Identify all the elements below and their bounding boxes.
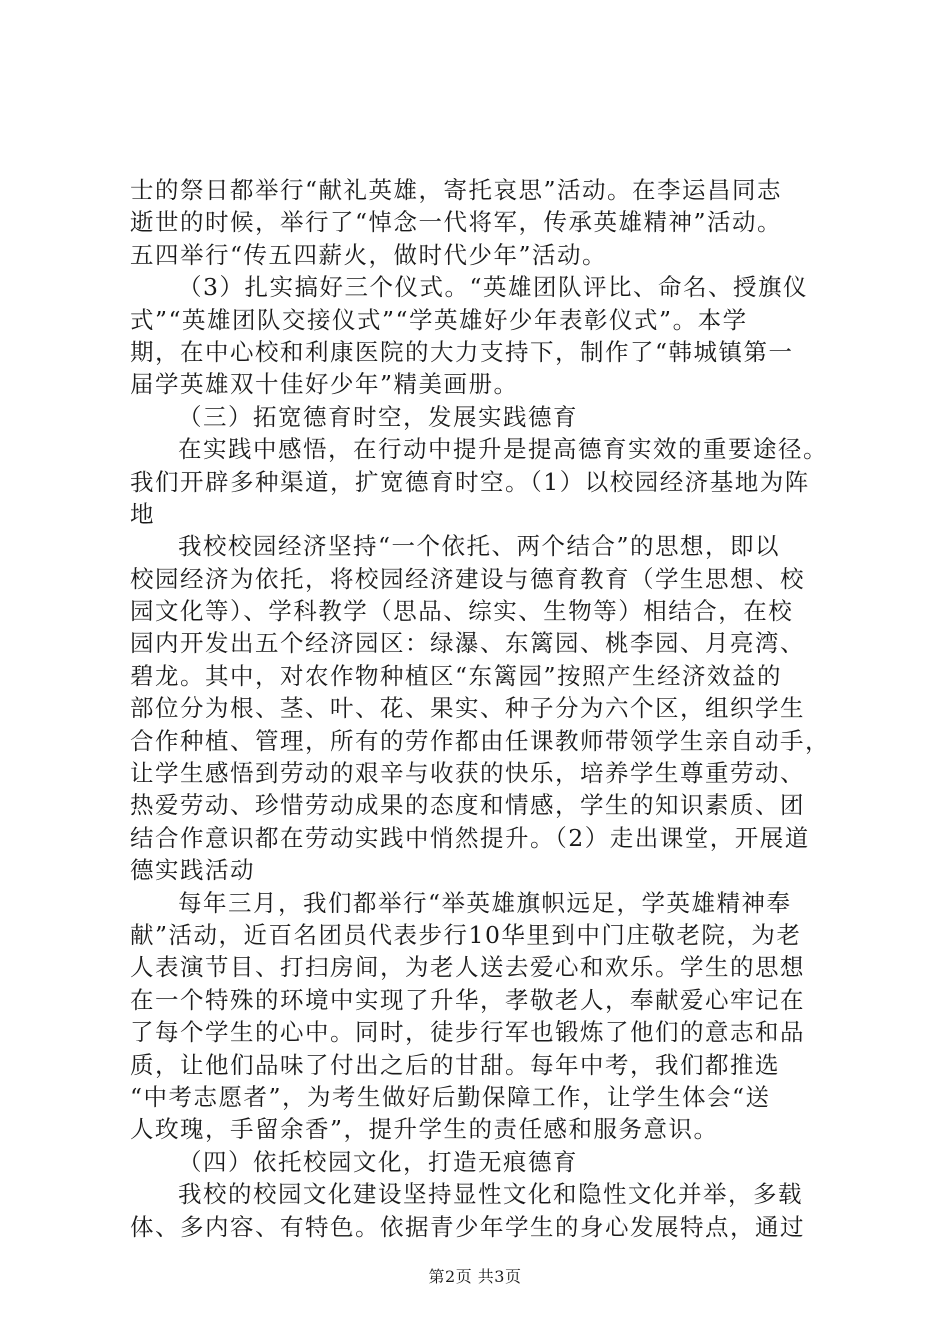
text-line: 献”活动，近百名团员代表步行10华里到中门庄敬老院，为老 <box>130 920 802 949</box>
text-line: 五四举行“传五四薪火，做时代少年”活动。 <box>130 240 608 269</box>
text-line: 质，让他们品味了付出之后的甘甜。每年中考，我们都推选 <box>130 1050 780 1079</box>
text-line: 期，在中心校和利康医院的大力支持下，制作了“韩城镇第一 <box>130 337 794 366</box>
text-line: 德实践活动 <box>130 856 255 885</box>
text-line: 每年三月，我们都举行“举英雄旗帜远足，学英雄精神奉 <box>178 888 792 917</box>
text-line: 在一个特殊的环境中实现了升华，孝敬老人，奉献爱心牢记在 <box>130 985 805 1014</box>
text-line: 合作种植、管理，所有的劳作都由任课教师带领学生亲自动手， <box>130 726 830 755</box>
text-line: 我校校园经济坚持“一个依托、两个结合”的思想，即以 <box>178 532 781 561</box>
text-line: （3）扎实搞好三个仪式。“英雄团队评比、命名、授旗仪 <box>178 273 808 302</box>
text-line: 士的祭日都举行“献礼英雄，寄托哀思”活动。在李运昌同志 <box>130 176 783 204</box>
text-line: 逝世的时候，举行了“悼念一代将军，传承英雄精神”活动。 <box>130 208 783 237</box>
page-number: 第2页 共3页 <box>428 1267 522 1286</box>
text-line: 了每个学生的心中。同时，徒步行军也锻炼了他们的意志和品 <box>130 1018 805 1047</box>
text-line: 让学生感悟到劳动的艰辛与收获的快乐，培养学生尊重劳动、 <box>130 759 805 788</box>
text-line: 结合作意识都在劳动实践中悄然提升。（2）走出课堂，开展道 <box>130 823 810 852</box>
text-line: 我校的校园文化建设坚持显性文化和隐性文化并举，多载 <box>178 1180 803 1209</box>
text-line: 人玫瑰，手留余香”，提升学生的责任感和服务意识。 <box>130 1115 719 1144</box>
document-body <box>130 174 830 1243</box>
text-line: 届学英雄双十佳好少年”精美画册。 <box>130 370 519 399</box>
text-line: 园文化等）、学科教学（思品、综实、生物等）相结合，在校 <box>130 597 794 626</box>
text-line: （三）拓宽德育时空，发展实践德育 <box>178 402 578 431</box>
text-line: 热爱劳动、珍惜劳动成果的态度和情感，学生的知识素质、团 <box>130 791 805 820</box>
text-line: 人表演节目、打扫房间，为老人送去爱心和欢乐。学生的思想 <box>130 953 805 982</box>
text-line: 园内开发出五个经济园区：绿瀑、东篱园、桃李园、月亮湾、 <box>130 629 805 658</box>
text-line: 式”“英雄团队交接仪式”“学英雄好少年表彰仪式”。本学 <box>130 305 748 334</box>
text-line: 部位分为根、茎、叶、花、果实、种子分为六个区，组织学生 <box>130 694 805 723</box>
text-line: 在实践中感悟，在行动中提升是提高德育实效的重要途径。 <box>178 435 828 464</box>
text-line: “中考志愿者”，为考生做好后勤保障工作，让学生体会“送 <box>130 1082 771 1111</box>
text-line: 校园经济为依托，将校园经济建设与德育教育（学生思想、校 <box>130 564 805 593</box>
text-line: （四）依托校园文化，打造无痕德育 <box>178 1147 578 1176</box>
text-line: 碧龙。其中，对农作物种植区“东篱园”按照产生经济效益的 <box>130 661 783 690</box>
text-line: 地 <box>130 499 155 528</box>
text-line: 体、多内容、有特色。依据青少年学生的身心发展特点，通过 <box>130 1212 805 1241</box>
text-line: 我们开辟多种渠道，扩宽德育时空。（1）以校园经济基地为阵 <box>130 467 810 496</box>
